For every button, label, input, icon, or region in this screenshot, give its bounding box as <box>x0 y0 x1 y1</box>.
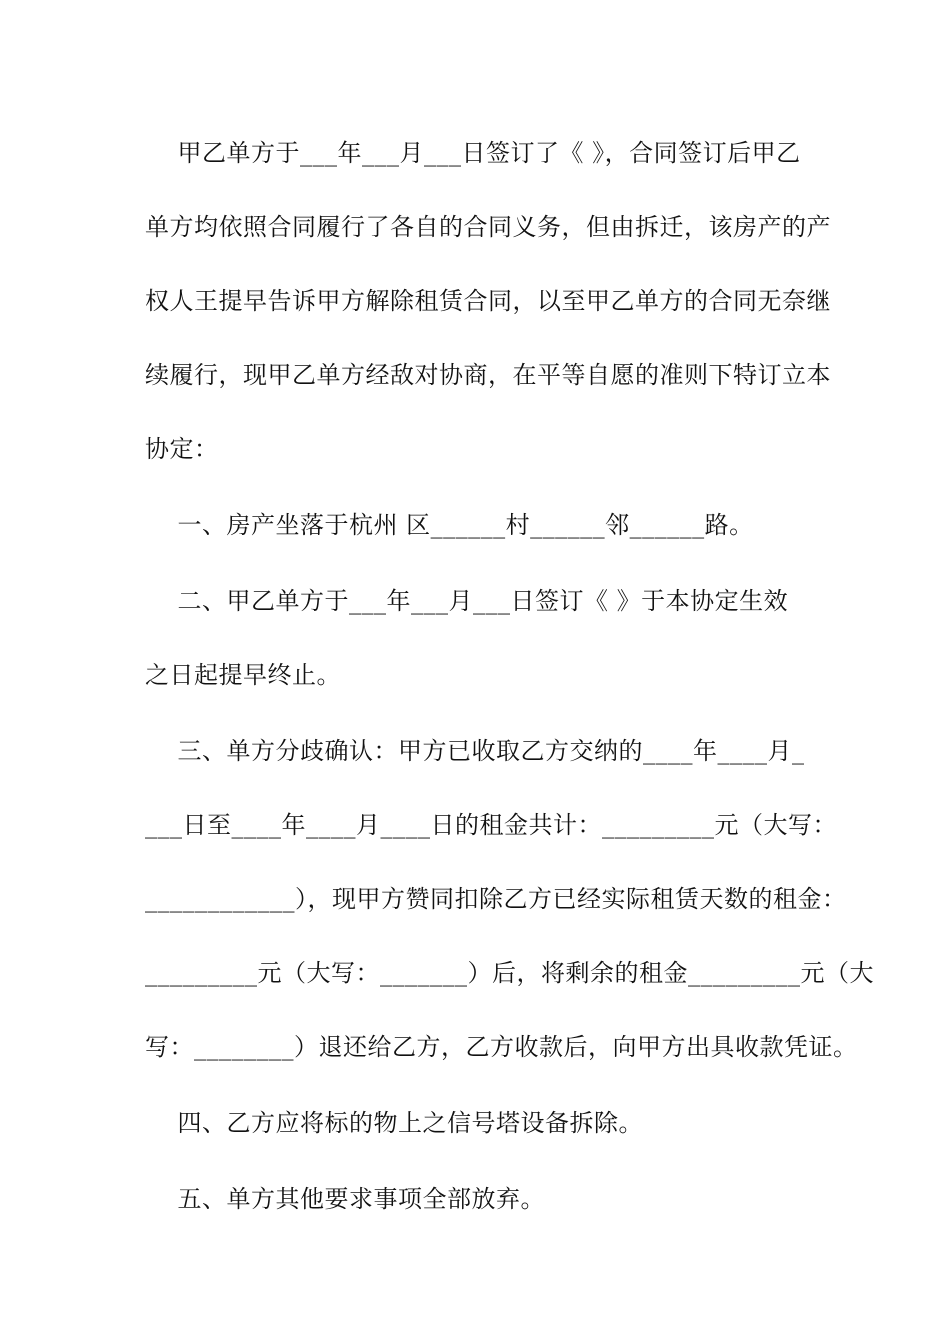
clause-2-line: 之日起提早终止。 <box>145 661 341 689</box>
paragraph-line: 甲乙单方于___年___月___日签订了《 》，合同签订后甲乙 <box>145 139 801 167</box>
paragraph-line: 续履行，现甲乙单方经敌对协商，在平等自愿的准则下特订立本 <box>145 361 831 389</box>
paragraph-line: 单方均依照合同履行了各自的合同义务，但由拆迁，该房产的产 <box>145 213 831 241</box>
clause-1-line: 一、房产坐落于杭州 区______村______邻______路。 <box>145 511 754 539</box>
clause-3-line: ____________），现甲方赞同扣除乙方已经实际租赁天数的租金： <box>145 885 847 913</box>
clause-3-line: 写：________）退还给乙方，乙方收款后，向甲方出具收款凭证。 <box>145 1033 858 1061</box>
clause-3-line: 三、单方分歧确认：甲方已收取乙方交纳的____年____月_ <box>145 737 805 765</box>
paragraph-line: 权人王提早告诉甲方解除租赁合同，以至甲乙单方的合同无奈继 <box>145 287 831 315</box>
clause-5-line: 五、单方其他要求事项全部放弃。 <box>145 1185 546 1213</box>
paragraph-line: 协定： <box>145 435 219 463</box>
clause-2-line: 二、甲乙单方于___年___月___日签订《 》于本协定生效 <box>145 587 789 615</box>
clause-3-line: ___日至____年____月____日的租金共计：_________元（大写： <box>145 811 837 839</box>
clause-3-line: _________元（大写：_______）后，将剩余的租金_________元（大 <box>145 959 874 987</box>
clause-4-line: 四、乙方应将标的物上之信号塔设备拆除。 <box>145 1109 644 1137</box>
